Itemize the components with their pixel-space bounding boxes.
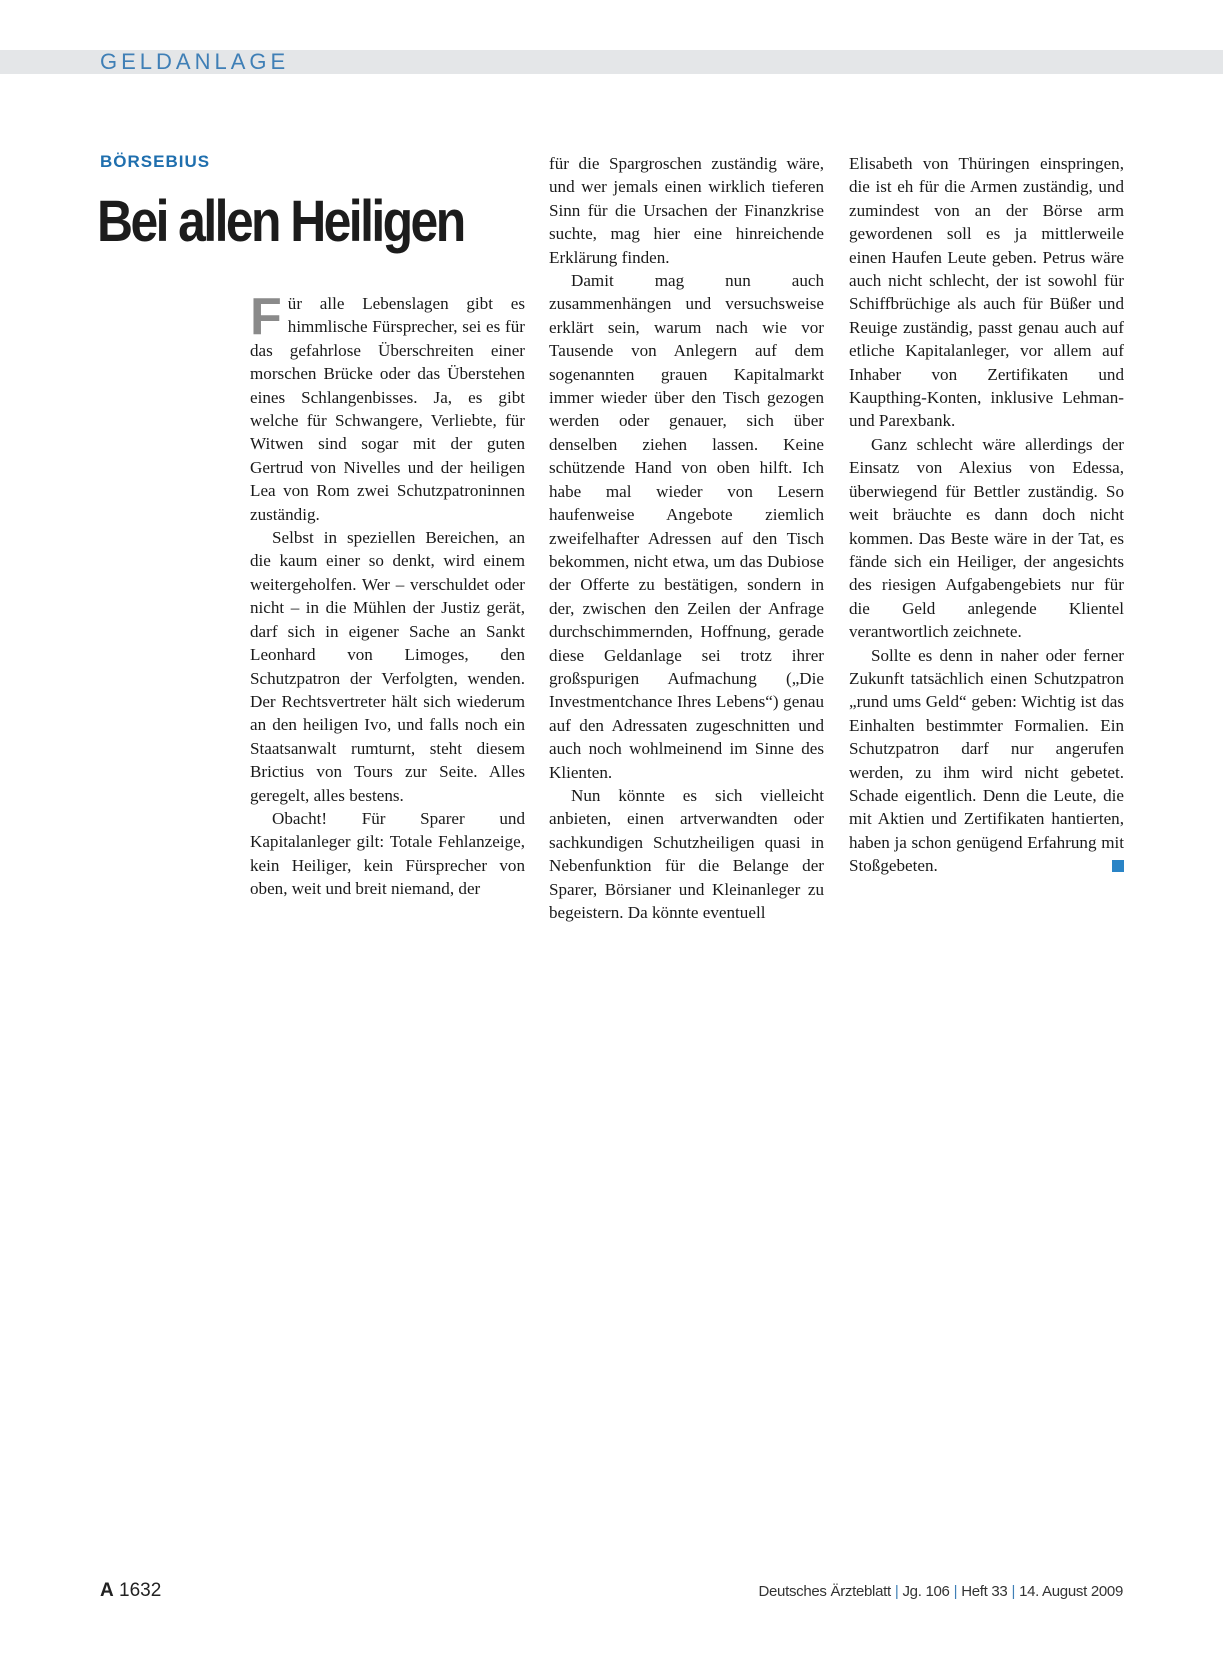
paragraph: für die Spargroschen zuständig wäre, und wer jemals einen wirklich tieferen Sinn für die Ursachen der Finanzkrise suchte, mag hier eine hinreichende Erklärung finden. [549,154,824,267]
paragraph: Selbst in speziellen Bereichen, an die kaum einer so denkt, wird einem weitergeholfen. Wer – verschuldet oder nicht – in die Mühlen der Justiz gerät, darf sich in eigener Sache an Sankt Leonhard von Limoges, den Schutzpatron der Verfolgten, wenden. Der Rechtsvertreter hält sich wiederum an den heiligen Ivo, und falls noch ein Staatsanwalt rumturnt, steht diesem Brictius von Tours zur Seite. Alles geregelt, alles bestens. [250,528,525,805]
journal-issue: Heft 33 [961,1583,1008,1600]
article-column-3 [849,152,1124,878]
page-number [100,1580,161,1602]
paragraph [250,288,525,526]
article-headline: Bei allen Heiligen [97,189,464,254]
paragraph: Ganz schlecht wäre allerdings der Einsatz von Alexius von Edessa, überwiegend für Bettler zuständig. So weit bräuchte es dann doch nicht kommen. Das Beste wäre in der Tat, es fände sich ein Heiliger, der angesichts des riesigen Aufgabengebiets nur für die Geld anlegende Klientel verantwortlich zeichnete. [849,434,1124,642]
paragraph: Elisabeth von Thüringen einspringen, die ist eh für die Armen zuständig, und zumindest von an der Börse arm gewordenen soll es ja mittlerweile einen Haufen Leute geben. Petrus wäre auch nicht schlecht, der ist sowohl für Schiffbrüchige als auch für Büßer und Reuige zuständig, passt genau auch auf etliche Kapitalanleger, vor allem auf Inhaber von Zertifikaten und Kaupthing-Konten, inklusive Lehman- und Parexbank. [849,154,1124,431]
separator: | [894,1583,899,1600]
separator: | [1011,1583,1016,1600]
journal-date: 14. August 2009 [1019,1583,1123,1600]
separator: | [953,1583,958,1600]
page-number-value: 1632 [119,1580,162,1601]
section-label: GELDANLAGE [100,49,290,74]
paragraph: Obacht! Für Sparer und Kapitalanleger gilt: Totale Fehlanzeige, kein Heiliger, kein Fürsprecher von oben, weit und breit niemand, der [250,808,525,899]
column-kicker: BÖRSEBIUS [100,152,211,171]
paragraph-text: ür alle Lebenslagen gibt es himmlische Fürsprecher, sei es für das gefahrlose Überschreiten einer morschen Brücke oder das Überstehen eines Schlangenbisses. Ja, es gibt welche für Schwangere, Verliebte, für Witwen sind sogar mit der guten Gertrud von Nivelles und der heiligen Lea von Rom zwei Schutzpatroninnen zuständig. [250,294,525,524]
end-of-article-icon [1112,860,1124,872]
paragraph-text: Sollte es denn in naher oder ferner Zukunft tatsächlich einen Schutzpatron „rund ums Geld“ geben: Wichtig ist das Einhalten bestimmter Formalien. Ein Schutzpatron darf nur angerufen werden, zu ihm wird nicht gebetet. Schade eigentlich. Denn die Leute, die mit Aktien und Zertifikaten hantierten, haben ja schon genügend Erfahrung mit Stoßgebeten. [849,645,1124,876]
journal-info [758,1583,1123,1600]
journal-name: Deutsches Ärzteblatt [758,1583,891,1600]
page-prefix: A [100,1580,114,1601]
article-column-2 [549,152,824,924]
article-column-1 [250,288,525,901]
journal-volume: Jg. 106 [902,1583,950,1600]
paragraph [849,644,1124,878]
dropcap: F [250,288,282,346]
paragraph: Damit mag nun auch zusammenhängen und versuchsweise erklärt sein, warum nach wie vor Tausende von Anlegern auf dem sogenannten grauen Kapitalmarkt immer wieder über den Tisch gezogen werden oder genauer, sich über denselben ziehen lassen. Keine schützende Hand von oben hilft. Ich habe mal wieder von Lesern haufenweise Angebote ziemlich zweifelhafter Adressen auf den Tisch bekommen, nicht etwa, um das Dubiose der Offerte zu bestätigen, sondern in der, zwischen den Zeilen der Anfrage durchschimmernden, Hoffnung, gerade diese Geldanlage sei trotz ihrer großspurigen Aufmachung („Die Investmentchance Ihres Lebens“) genau auf den Adressaten zugeschnitten und auch noch wohlmeinend im Sinne des Klienten. [549,271,824,782]
paragraph: Nun könnte es sich vielleicht anbieten, einen artverwandten oder sachkundigen Schutzheiligen quasi in Nebenfunktion für die Belange der Sparer, Börsianer und Kleinanleger zu begeistern. Da könnte eventuell [549,785,824,922]
